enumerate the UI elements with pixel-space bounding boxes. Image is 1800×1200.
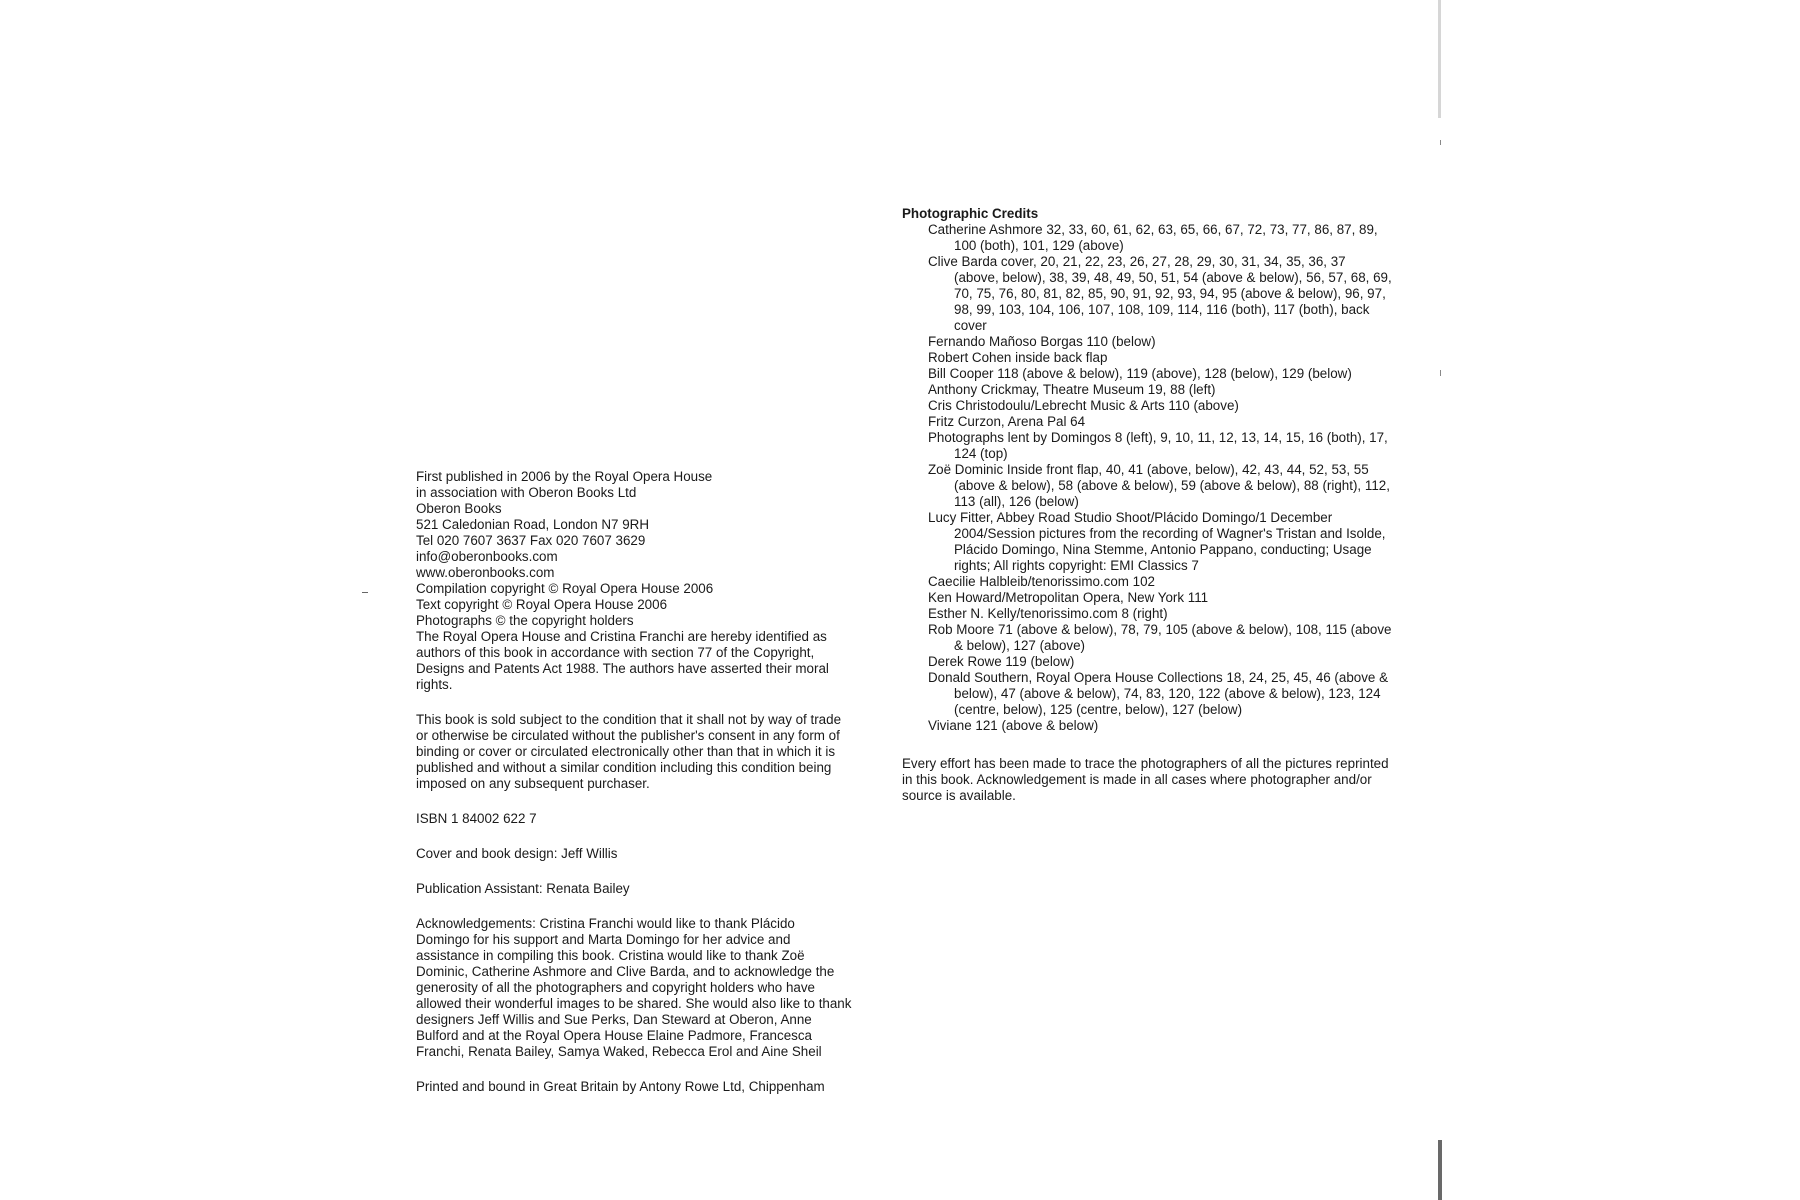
copyright-line: Text copyright © Royal Opera House 2006 <box>416 597 668 612</box>
imprint-column <box>416 469 876 1114</box>
acknowledgements <box>416 916 876 1060</box>
credits-heading: Photographic Credits <box>902 206 1039 221</box>
credit-entry: Fritz Curzon, Arena Pal 64 <box>928 414 1086 429</box>
acknowledgements-line: generosity of all the photographers and copyright holders who have <box>416 980 815 995</box>
credit-entry: Zoë Dominic Inside front flap, 40, 41 (above, below), 42, 43, 44, 52, 53, 55 (above & below), 58 (above & below), 59 (above & below), 88 (right), 112, 113 (all), 126 (below) <box>928 462 1390 509</box>
sale-condition <box>416 712 876 792</box>
credit-entry: Anthony Crickmay, Theatre Museum 19, 88 (left) <box>928 382 1216 397</box>
acknowledgements-line: Dominic, Catherine Ashmore and Clive Barda, and to acknowledge the <box>416 964 835 979</box>
credit-entry: Lucy Fitter, Abbey Road Studio Shoot/Plácido Domingo/1 December 2004/Session pictures from the recording of Wagner's Tristan and Isolde, Plácido Domingo, Nina Stemme, Antonio Pappano, conducting; Usage rights; All rights copyright: EMI Classics 7 <box>928 510 1386 573</box>
scan-edge-mark <box>1438 1140 1442 1200</box>
credit-entry: Rob Moore 71 (above & below), 78, 79, 105 (above & below), 108, 115 (above & below), 127 (above) <box>928 622 1392 653</box>
credit-entry: Bill Cooper 118 (above & below), 119 (above), 128 (below), 129 (below) <box>928 366 1352 381</box>
credits-note: Every effort has been made to trace the photographers of all the pictures reprinted in this book. Acknowledgement is made in all cases where photographer and/or source is available. <box>902 756 1389 803</box>
scan-speck <box>1440 140 1441 145</box>
assistant-credit: Publication Assistant: Renata Bailey <box>416 881 630 896</box>
acknowledgements-line: Bulford and at the Royal Opera House Elaine Padmore, Francesca <box>416 1028 812 1043</box>
sale-condition-line: This book is sold subject to the condition that it shall not by way of trade <box>416 712 842 727</box>
credit-entry: Cris Christodoulu/Lebrecht Music & Arts 110 (above) <box>928 398 1239 413</box>
sale-condition-line: published and without a similar condition including this condition being <box>416 760 832 775</box>
acknowledgements-line: designers Jeff Willis and Sue Perks, Dan Steward at Oberon, Anne <box>416 1012 812 1027</box>
sale-condition-line: binding or cover or circulated electronically other than that in which it is <box>416 744 836 759</box>
publisher-line: in association with Oberon Books Ltd <box>416 485 637 500</box>
authorship-line: authors of this book in accordance with section 77 of the Copyright, <box>416 645 815 660</box>
copyright-line: Photographs © the copyright holders <box>416 613 634 628</box>
publisher-website: www.oberonbooks.com <box>416 565 555 580</box>
credit-entry: Photographs lent by Domingos 8 (left), 9, 10, 11, 12, 13, 14, 15, 16 (both), 17, 124 (top) <box>928 430 1388 461</box>
acknowledgements-line: Franchi, Renata Bailey, Samya Waked, Rebecca Erol and Aine Sheil <box>416 1044 822 1059</box>
scan-edge-mark <box>1438 0 1441 118</box>
credit-entry: Fernando Mañoso Borgas 110 (below) <box>928 334 1156 349</box>
publisher-line: Tel 020 7607 3637 Fax 020 7607 3629 <box>416 533 646 548</box>
acknowledgements-line: Acknowledgements: Cristina Franchi would like to thank Plácido <box>416 916 795 931</box>
design-credit: Cover and book design: Jeff Willis <box>416 846 618 861</box>
isbn: ISBN 1 84002 622 7 <box>416 811 537 826</box>
credit-entry: Ken Howard/Metropolitan Opera, New York 111 <box>928 590 1209 605</box>
sale-condition-line: imposed on any subsequent purchaser. <box>416 776 650 791</box>
credit-entry: Catherine Ashmore 32, 33, 60, 61, 62, 63, 65, 66, 67, 72, 73, 77, 86, 87, 89, 100 (both), 101, 129 (above) <box>928 222 1378 253</box>
acknowledgements-line: assistance in compiling this book. Cristina would like to thank Zoë <box>416 948 805 963</box>
credit-entry: Derek Rowe 119 (below) <box>928 654 1075 669</box>
scan-speck <box>1440 370 1441 376</box>
scan-speck <box>362 592 368 593</box>
authorship-line: Designs and Patents Act 1988. The authors have asserted their moral <box>416 661 829 676</box>
printer-credit: Printed and bound in Great Britain by Antony Rowe Ltd, Chippenham <box>416 1079 825 1094</box>
credit-entry: Robert Cohen inside back flap <box>928 350 1108 365</box>
authorship-line: The Royal Opera House and Cristina Franchi are hereby identified as <box>416 629 827 644</box>
publisher-block <box>416 469 876 693</box>
credit-entry: Clive Barda cover, 20, 21, 22, 23, 26, 27, 28, 29, 30, 31, 34, 35, 36, 37 (above, below), 38, 39, 48, 49, 50, 51, 54 (above & below), 56, 57, 68, 69, 70, 75, 76, 80, 81, 82, 85, 90, 91, 92, 93, 94, 95 (above & below), 96, 97, 98, 99, 103, 104, 106, 107, 108, 109, 114, 116 (both), 117 (both), back cover <box>928 254 1392 333</box>
credits-column <box>902 206 1392 804</box>
publisher-line: Oberon Books <box>416 501 502 516</box>
publisher-line: 521 Caledonian Road, London N7 9RH <box>416 517 650 532</box>
acknowledgements-line: Domingo for his support and Marta Domingo for her advice and <box>416 932 791 947</box>
credit-entry: Viviane 121 (above & below) <box>928 718 1099 733</box>
publisher-email: info@oberonbooks.com <box>416 549 558 564</box>
credit-entry: Caecilie Halbleib/tenorissimo.com 102 <box>928 574 1156 589</box>
acknowledgements-line: allowed their wonderful images to be shared. She would also like to thank <box>416 996 852 1011</box>
credit-entry: Esther N. Kelly/tenorissimo.com 8 (right) <box>928 606 1168 621</box>
publisher-line: First published in 2006 by the Royal Opera House <box>416 469 713 484</box>
sale-condition-line: or otherwise be circulated without the publisher's consent in any form of <box>416 728 840 743</box>
copyright-line: Compilation copyright © Royal Opera House 2006 <box>416 581 714 596</box>
credit-entry: Donald Southern, Royal Opera House Collections 18, 24, 25, 45, 46 (above & below), 47 (above & below), 74, 83, 120, 122 (above & below), 123, 124 (centre, below), 125 (centre, below), 127 (below) <box>928 670 1389 717</box>
authorship-line: rights. <box>416 677 453 692</box>
